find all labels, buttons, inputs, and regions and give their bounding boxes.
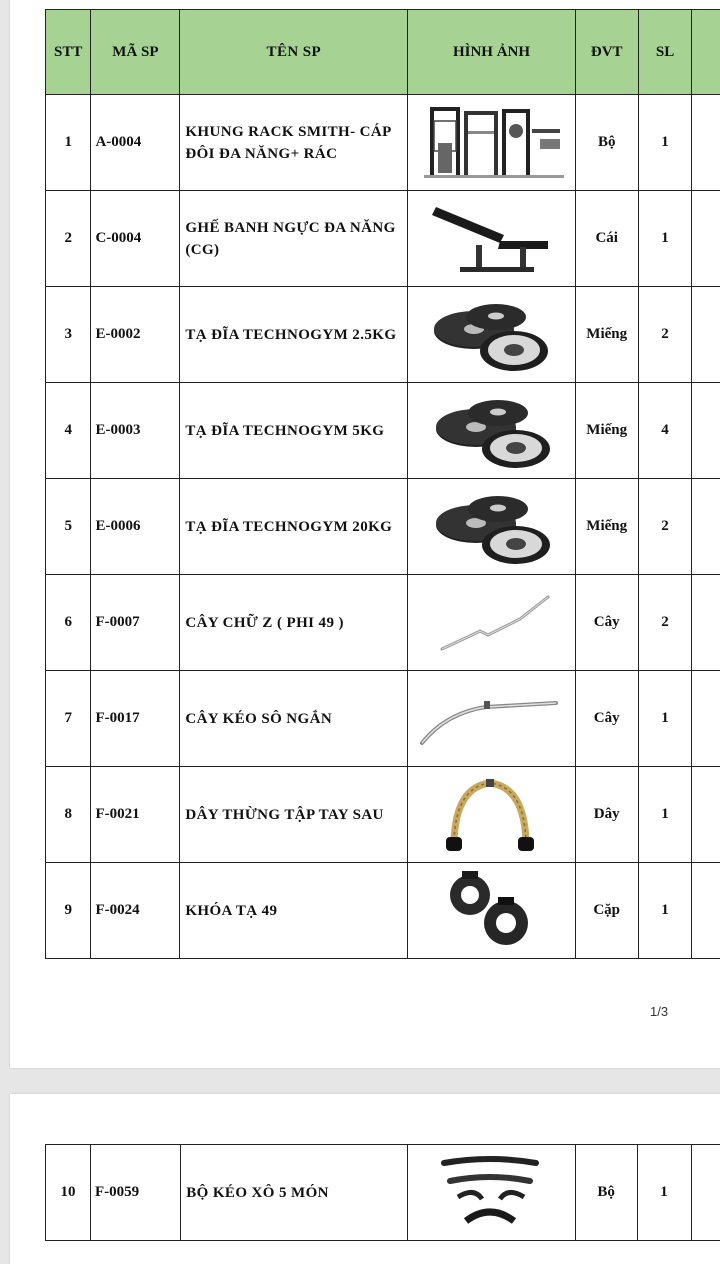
cell-dvt: Miếng xyxy=(575,287,638,383)
cell-ten-sp: BỘ KÉO XÔ 5 MÓN xyxy=(181,1145,408,1241)
cell-dvt: Miếng xyxy=(575,479,638,575)
cell-sl: 1 xyxy=(638,95,692,191)
cell-sl: 1 xyxy=(638,767,692,863)
cell-ma-sp: E-0003 xyxy=(91,383,180,479)
cell-ten-sp: KHÓA TẠ 49 xyxy=(180,863,408,959)
header-dvt: ĐVT xyxy=(575,10,638,95)
cell-sl: 2 xyxy=(638,287,692,383)
cell-ten-sp: TẠ ĐĨA TECHNOGYM 20KG xyxy=(180,479,408,575)
page-number: 1/3 xyxy=(650,1004,668,1019)
cell-stt: 1 xyxy=(46,95,91,191)
cell-image xyxy=(408,671,575,767)
weight-plates-icon xyxy=(416,293,566,377)
table-header-row xyxy=(46,10,720,95)
cell-stt: 2 xyxy=(46,191,91,287)
table-row xyxy=(46,479,720,575)
cell-ten-sp: TẠ ĐĨA TECHNOGYM 5KG xyxy=(180,383,408,479)
header-stt: STT xyxy=(46,10,91,95)
cell-extra xyxy=(692,767,720,863)
table-row xyxy=(46,287,720,383)
cell-sl: 1 xyxy=(637,1145,691,1241)
cell-ten-sp: TẠ ĐĨA TECHNOGYM 2.5KG xyxy=(180,287,408,383)
barbell-collar-icon xyxy=(416,869,566,953)
cell-dvt: Miếng xyxy=(575,383,638,479)
tricep-rope-icon xyxy=(416,773,566,857)
cell-stt: 10 xyxy=(46,1145,91,1241)
cell-extra xyxy=(691,1145,720,1241)
cell-stt: 6 xyxy=(46,575,91,671)
cell-image xyxy=(408,287,575,383)
document-page-1 xyxy=(10,0,720,1068)
cell-extra xyxy=(692,575,720,671)
product-table-continued xyxy=(45,1144,720,1241)
cell-extra xyxy=(692,383,720,479)
header-hinh-anh: HÌNH ẢNH xyxy=(408,10,575,95)
header-ten-sp: TÊN SP xyxy=(180,10,408,95)
cell-sl: 2 xyxy=(638,479,692,575)
cell-ma-sp: C-0004 xyxy=(91,191,180,287)
cell-dvt: Bộ xyxy=(575,1145,637,1241)
table-row xyxy=(46,671,720,767)
cell-ten-sp: CÂY CHỮ Z ( PHI 49 ) xyxy=(180,575,408,671)
document-page-2 xyxy=(10,1094,720,1264)
cell-ten-sp: KHUNG RACK SMITH- CÁP ĐÔI ĐA NĂNG+ RÁC xyxy=(180,95,408,191)
cell-extra xyxy=(692,191,720,287)
cell-sl: 1 xyxy=(638,191,692,287)
table-row xyxy=(46,95,720,191)
cell-stt: 3 xyxy=(46,287,91,383)
cell-image xyxy=(408,479,575,575)
cable-attachments-set-icon xyxy=(416,1151,566,1235)
cell-extra xyxy=(692,671,720,767)
cell-dvt: Cặp xyxy=(575,863,638,959)
cell-stt: 5 xyxy=(46,479,91,575)
cell-ma-sp: F-0021 xyxy=(91,767,180,863)
cell-image xyxy=(408,767,575,863)
smith-rack-icon xyxy=(416,101,566,185)
cell-ma-sp: F-0007 xyxy=(91,575,180,671)
table-row xyxy=(46,863,720,959)
table-row xyxy=(46,575,720,671)
cell-sl: 2 xyxy=(638,575,692,671)
cell-stt: 8 xyxy=(46,767,91,863)
cell-image xyxy=(408,575,575,671)
adjustable-bench-icon xyxy=(416,197,566,281)
cell-sl: 1 xyxy=(638,671,692,767)
cell-image xyxy=(408,95,575,191)
cell-stt: 4 xyxy=(46,383,91,479)
lat-pulldown-bar-icon xyxy=(416,677,566,761)
cell-extra xyxy=(692,863,720,959)
cell-dvt: Cái xyxy=(575,191,638,287)
table-row xyxy=(46,767,720,863)
header-extra xyxy=(692,10,720,95)
weight-plates-icon xyxy=(416,485,566,569)
cell-stt: 9 xyxy=(46,863,91,959)
cell-extra xyxy=(692,95,720,191)
ez-curl-bar-icon xyxy=(416,581,566,665)
cell-stt: 7 xyxy=(46,671,91,767)
cell-sl: 1 xyxy=(638,863,692,959)
cell-dvt: Cây xyxy=(575,671,638,767)
cell-ten-sp: DÂY THỪNG TẬP TAY SAU xyxy=(180,767,408,863)
cell-dvt: Dây xyxy=(575,767,638,863)
cell-extra xyxy=(692,287,720,383)
table-row xyxy=(46,383,720,479)
product-table xyxy=(45,9,720,959)
cell-dvt: Bộ xyxy=(575,95,638,191)
table-row xyxy=(46,191,720,287)
weight-plates-icon xyxy=(416,389,566,473)
cell-ma-sp: A-0004 xyxy=(91,95,180,191)
cell-image xyxy=(408,383,575,479)
cell-ma-sp: F-0059 xyxy=(91,1145,181,1241)
cell-ma-sp: F-0017 xyxy=(91,671,180,767)
cell-dvt: Cây xyxy=(575,575,638,671)
cell-ma-sp: E-0006 xyxy=(91,479,180,575)
cell-sl: 4 xyxy=(638,383,692,479)
header-sl: SL xyxy=(638,10,692,95)
cell-ma-sp: E-0002 xyxy=(91,287,180,383)
cell-ten-sp: GHẾ BANH NGỰC ĐA NĂNG (CG) xyxy=(180,191,408,287)
cell-ten-sp: CÂY KÉO SÔ NGẮN xyxy=(180,671,408,767)
header-ma-sp: MÃ SP xyxy=(91,10,180,95)
cell-extra xyxy=(692,479,720,575)
table-row xyxy=(46,1145,720,1241)
cell-ma-sp: F-0024 xyxy=(91,863,180,959)
cell-image xyxy=(408,191,575,287)
cell-image xyxy=(407,1145,575,1241)
cell-image xyxy=(408,863,575,959)
